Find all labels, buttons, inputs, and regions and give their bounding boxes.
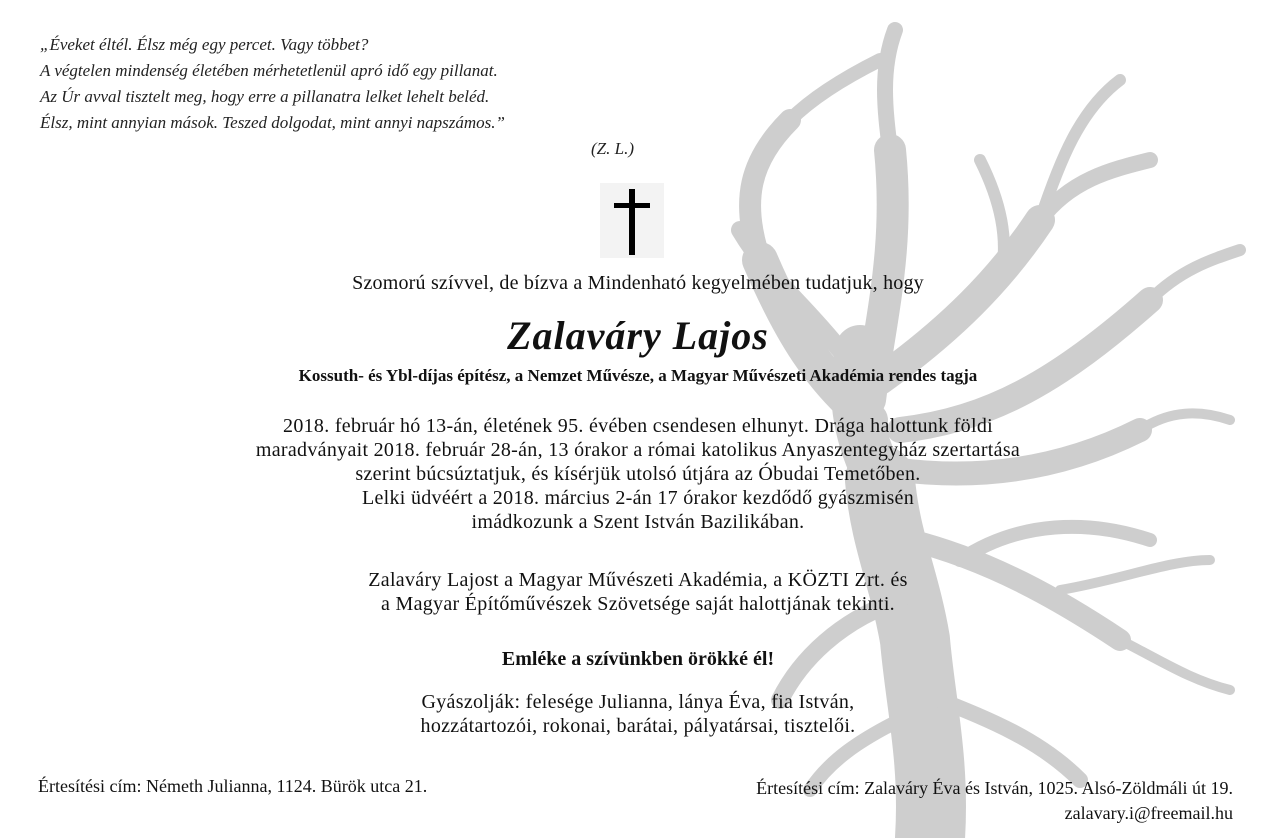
quote-line: Az Úr avval tisztelt meg, hogy erre a pillanatra lelket lehelt beléd.: [40, 87, 490, 106]
intro-line: Szomorú szívvel, de bízva a Mindenható kegyelmében tudatjuk, hogy: [352, 272, 924, 294]
mourners-line: Gyászolják: felesége Julianna, lánya Éva, fia István,: [421, 691, 855, 713]
motto: Emléke a szívünkben örökké él!: [501, 648, 775, 670]
mourners-line: hozzátartozói, rokonai, barátai, pályatársai, tisztelői.: [420, 715, 856, 737]
quote-attribution: (Z. L.): [591, 139, 634, 158]
announcement-line: 2018. február hó 13-án, életének 95. évében csendesen elhunyt. Drága halottunk földi: [283, 415, 993, 437]
deceased-title: Kossuth- és Ybl-díjas építész, a Nemzet Művésze, a Magyar Művészeti Akadémia rendes tagja: [298, 366, 978, 385]
quote-line: A végtelen mindenség életében mérhetetlenül apró idő egy pillanat.: [40, 61, 498, 80]
announcement-line: Lelki üdvéért a 2018. március 2-án 17 órakor kezdődő gyászmisén: [361, 487, 915, 509]
announcement-line: maradványait 2018. február 28-án, 13 órakor a római katolikus Anyaszentegyház szertartása: [255, 439, 1021, 461]
contact-right: [603, 776, 1233, 826]
mourners-text: [0, 690, 1276, 738]
contact-left: Értesítési cím: Németh Julianna, 1124. Bürök utca 21.: [38, 776, 428, 796]
announcement-line: szerint búcsúztatjuk, és kísérjük utolsó útjára az Óbudai Temetőben.: [355, 463, 921, 485]
contact-email[interactable]: zalavary.i@freemail.hu: [1064, 803, 1233, 823]
deceased-name: Zalaváry Lajos: [507, 313, 769, 358]
announcement-text: [0, 414, 1276, 534]
contact-right-address: Értesítési cím: Zalaváry Éva és István, 1025. Alsó-Zöldmáli út 19.: [756, 778, 1233, 798]
institutions-text: [0, 568, 1276, 616]
institutions-line: Zalaváry Lajost a Magyar Művészeti Akadémia, a KÖZTI Zrt. és: [368, 569, 908, 591]
announcement-line: imádkozunk a Szent István Bazilikában.: [471, 511, 805, 533]
quote-line: „Éveket éltél. Élsz még egy percet. Vagy többet?: [40, 35, 369, 54]
quote-line: Élsz, mint annyian mások. Teszed dolgodat, mint annyi napszámos.”: [40, 113, 506, 132]
epigraph-quote: [40, 32, 640, 162]
cross-icon: [600, 183, 664, 258]
institutions-line: a Magyar Építőművészek Szövetsége saját halottjának tekinti.: [381, 593, 895, 615]
